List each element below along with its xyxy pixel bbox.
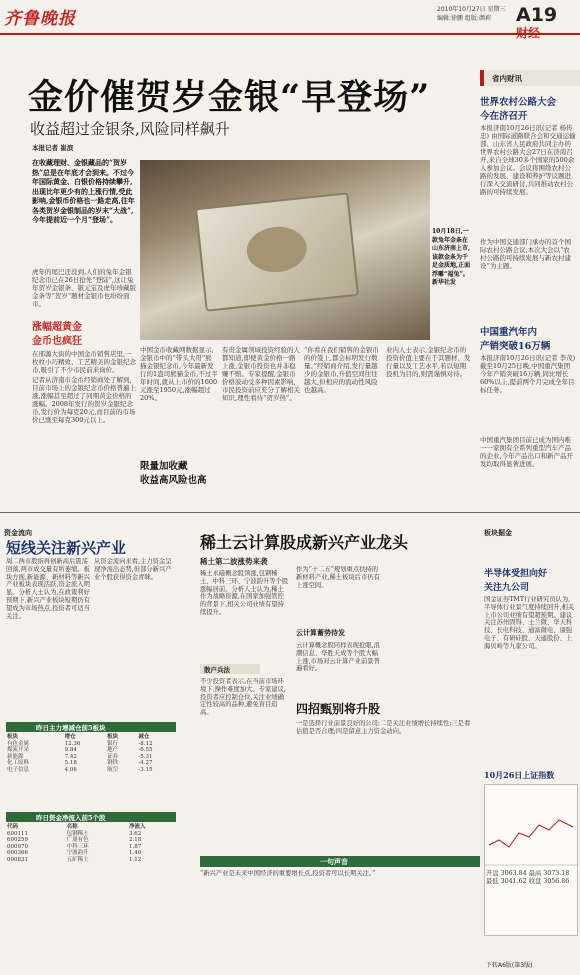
lead-intro: 在收藏理财、金银藏品的“贺岁热”总是在年底才会到来。不过今年国际黄金、白银价格持续攀升,出现比年更少有的上涨行情,受此影响,金银币价格也一路走高,往年各类贺岁金银制品的岁末“大战”,今年提前近一个月“登场”。 (32, 158, 135, 224)
lead-para-6: “你看在我们销售的金银币的价签上,都会标明发行数量。”经销商介绍,发行量越少的金银币,升值空间往往越大,但相应的流动性风险也越高。 (304, 346, 379, 394)
sector-flow-cell: 增仓 (64, 734, 76, 740)
stock-flow-cell: 600111 (7, 830, 28, 837)
lead-para-2: 在邢源大街的中国金币销售店里,一枚枚小巧精致、工艺精美的金银纪念币,吸引了不少市民前来询价。 (32, 350, 136, 374)
stock-flow-cell: 代码 (7, 824, 19, 830)
middle-sub-1: 稀土第二波涨势来袭 (200, 557, 268, 566)
index-chart (484, 784, 578, 936)
plate-label: 板块掘金 (484, 529, 512, 537)
rabbit-relief (245, 224, 309, 275)
stock-flow-cell: 000831 (7, 856, 28, 863)
market-body: 周二两市股指再创新高后震荡回落,两市成交量有所萎缩。板块方面,新能源、新材料等新兴产业板块表现活跃,资金流入明显。分析人士认为,在政策利好预期下,新兴产业板块短期仍有望成为市场热点,投资者可适当关注。 (6, 558, 90, 620)
lead-para-1: 虎年的尾巴还没到,人们的兔年金银纪念币已在26日抢先“登陆”,这让兔年贺岁金银条、银元宝及虎年珍藏版金条等“贺岁”题材金银币也纷纷面市。 (32, 268, 136, 308)
right-head-1a: 世界农村公路大会 (480, 97, 557, 108)
middle-body-4: 一是选择行业前景良好的公司;二是关注业绩增长持续性;三是看估值是否合理;四是留意主力资金动向。 (296, 720, 471, 735)
market-label: 资金流向 (4, 529, 32, 537)
lead-para-7: 业内人士表示,金银纪念币的投资价值主要在于其题材、发行量以及工艺水平,若以短期投机为目的,则需谨慎对待。 (386, 346, 471, 378)
sector-flow-cell: 板块 (7, 734, 19, 740)
stock-flow-cell: 1.12 (128, 856, 142, 863)
stock-flow-cell: 1.87 (128, 843, 142, 850)
quote-label: 一句声音 (320, 857, 348, 866)
table2-title-bar (6, 812, 176, 822)
lead-subhead-2b: 收益高风险也高 (140, 475, 207, 486)
plate-headline-2: 关注九公司 (484, 583, 530, 593)
right-body-2: 本报济南10月26日讯(记者 李茂) 截至10月25日晚,中国重汽集团今年产销突破16万辆,同比增长60%以上,提前两个月完成全年目标任务。 (480, 354, 576, 394)
photo-caption: 10月18日,一款兔年金条在山东济南上市,该款金条为千足金质地,正面浮雕“福兔”。 新华社发 (432, 228, 471, 286)
stock-flow-cell: 600366 (7, 850, 28, 856)
middle-sub-2: 云计算蓄势待发 (296, 628, 345, 637)
middle-body-1b: 作为“十二五”规划重点扶持的新材料产业,稀土板块后市仍有上涨空间。 (296, 566, 380, 589)
sector-flow-cell: 减仓 (138, 734, 150, 740)
plate-headline-1: 半导体受担向好 (484, 569, 548, 579)
topic-tag (480, 70, 580, 86)
market-body-2: 从资金流向来看,主力资金呈现净流出态势,但部分新兴产业个股获得资金青睐。 (94, 558, 172, 581)
sector-flow-cell: 证券 (107, 753, 119, 760)
lead-subhead-2a: 限量加收藏 (140, 461, 188, 472)
sector-flow-cell: 银行 (107, 740, 119, 747)
lead-subhead-1a: 涨幅超黄金 (32, 322, 82, 333)
index-title: 10月26日上证指数 (484, 770, 555, 780)
page-number: A19 (516, 4, 558, 26)
index-chart-svg (485, 785, 577, 935)
masthead-rule (0, 33, 580, 35)
middle-body-2: 云计算概念股同样表现抢眼,浪潮信息、华胜天成等个股大幅上涨,市场对云计算产业前景普遍看好。 (296, 642, 380, 673)
index-values: 开盘 3063.84 最高 3073.18 最低 3041.62 收盘 3056.86 (486, 870, 570, 885)
middle-sub-3: 四招甄别将升股 (296, 702, 381, 716)
quote-bar (200, 856, 480, 867)
lead-headline: 金价催贺岁金银“早登场” (28, 77, 431, 118)
market-headline: 短线关注新兴产业 (6, 539, 127, 557)
sector-flow-cell: -4.27 (138, 760, 153, 766)
plate-label-box (484, 520, 574, 537)
sector-flow-cell: -8.12 (138, 740, 153, 747)
right-head-1b: 今在济召开 (480, 111, 528, 122)
right-body-1b: 作为中国交通部门承办的首个国际农村公路会议,本次大会以“农村公路的可持续发展与新农村建设”为主题。 (480, 238, 571, 270)
sector-flow-cell: 航空 (107, 766, 119, 773)
topic-tag-label: 省内财讯 (492, 74, 522, 83)
section-name: 财经 (516, 26, 541, 40)
stock-flow-cell: 广晟有色 (66, 837, 89, 843)
plate-body: 国金证券TMT行业研究员认为,半导体行业景气度持续回升,相关上市公司业绩有望超预期。建议关注苏州固锝、士兰微、华天科技、长电科技、通富微电、康强电子、有研硅股、天通股份、上海贝岭等九家公司。 (484, 596, 575, 650)
lead-para-4: 中国金币收藏网数据显示,金银币中的“带头大哥”熊猫金银纪念币,今年最新发行的1盎司熊猫金币,不过半年时间,就从上市价的1600元涨至1950元,涨幅超过20%。 (140, 346, 218, 402)
section-divider (0, 512, 580, 513)
lead-para-5: 有贵金属领域投资经验的人都知道,即使黄金价格一路上涨,金银币投资也并非稳赚不赔。专家提醒,金银币价格波动受多种因素影响,市民投资前应充分了解相关知识,理性看待“贺岁热”。 (222, 346, 300, 402)
sector-flow-cell: -6.55 (138, 747, 153, 753)
stock-flow-cell: 000970 (7, 843, 28, 850)
stock-flow-row (6, 857, 176, 864)
middle-body-3: 不少投资者表示,在当前市场环境下,操作难度加大。专家建议,投资者应控制仓位,关注业绩确定性较高的品种,避免盲目追高。 (200, 678, 286, 717)
gold-bar-photo (140, 160, 430, 340)
middle-headline: 稀土云计算股成新兴产业龙头 (200, 533, 409, 552)
sector-flow-cell: 电子信息 (7, 766, 30, 773)
stock-flow-cell: 1.46 (128, 850, 142, 856)
stock-flow-cell: 宁波韵升 (66, 850, 89, 856)
continue-note: 下转A6版(第3版) (486, 962, 533, 969)
sector-flow-body (6, 734, 176, 773)
newspaper-logo: 齐鲁晚报 (4, 9, 76, 29)
sector-flow-table (6, 734, 176, 773)
stock-flow-cell: 名称 (66, 824, 78, 830)
right-head-2b: 产销突破16万辆 (480, 341, 551, 352)
right-body-1: 本报济南10月26日讯(记者 杨传忠) 由国际道路联合会和交通运输部、山东省人民政府共同主办的世界农村公路大会27日在济南召开,来自全球30多个国家的500余人参加会议。会议将围绕农村公路的发展、建设和养护等议题进行深入交流研讨,共同推动农村公路的可持续发展。 (480, 124, 576, 196)
table2-title: 昨日资金净流入前5个股 (36, 814, 106, 822)
stock-flow-cell: 中科三环 (66, 843, 89, 850)
right-head-2a: 中国重汽年内 (480, 327, 538, 338)
stock-flow-table (6, 824, 176, 863)
sector-flow-cell: 煤炭开采 (7, 747, 30, 753)
sector-flow-cell: 板块 (107, 734, 119, 740)
quote-text: “新兴产业是未来中国经济的重要增长点,投资者可以长期关注。” (200, 870, 376, 877)
table1-title: 昨日主力增减仓前5板块 (36, 724, 106, 732)
right-body-2b: 中国重汽集团目前已成为国内唯一一家拥有全系列重型汽车产品的企业,今年产品出口和新产品开发均取得显著进展。 (480, 436, 574, 468)
issue-date: 2010年10月27日 星期三 (437, 6, 506, 13)
middle-body-1: 稀土永磁概念股领涨,包钢稀土、中科三环、宁波韵升等个股涨幅居前。分析人士认为,稀土作为战略资源,在国家加强管控的背景下,相关公司业绩有望持续提升。 (200, 570, 289, 616)
sector-flow-cell: -5.31 (138, 753, 153, 760)
stock-flow-cell: 净流入 (128, 824, 146, 830)
sector-flow-cell: 12.36 (64, 740, 81, 747)
sector-flow-cell: 9.84 (64, 747, 77, 753)
lead-subhead-1b: 金币也疯狂 (32, 336, 82, 347)
table1-title-bar (6, 722, 176, 732)
editor-credit: 编辑:徐鹏 组版:颜莉 (437, 15, 491, 22)
stock-flow-cell: 2.18 (128, 837, 142, 843)
stock-flow-cell: 3.62 (128, 830, 142, 837)
brief-label: 散户兵法 (204, 666, 230, 674)
sector-flow-cell: 化工原料 (7, 760, 30, 766)
brief-label-box (200, 664, 260, 674)
stock-flow-cell: 600259 (7, 837, 28, 843)
stock-flow-body (6, 824, 176, 863)
sector-flow-cell: 5.18 (64, 760, 77, 766)
gold-bar-image (195, 192, 359, 312)
masthead (0, 0, 580, 40)
sector-flow-cell: 7.42 (64, 753, 77, 760)
stock-flow-cell: 包钢稀土 (66, 830, 89, 837)
market-label-box (4, 520, 74, 537)
stock-flow-cell: 五矿稀土 (66, 856, 89, 863)
lead-para-3: 记者从济南市金币经销商处了解到,目前市场上的金银纪念币价格普遍上涨,涨幅甚至超过了同期黄金价格的涨幅。2008年发行的贺岁金银纪念币,发行价为每克20元,而目前的市场价已涨至每克300元以上。 (32, 376, 136, 424)
sector-flow-cell: 新能源 (7, 753, 24, 760)
sector-flow-cell: 有色金属 (7, 740, 30, 747)
sector-flow-cell: 钢铁 (107, 760, 119, 766)
sector-flow-row (6, 767, 176, 774)
lead-subtitle: 收益超过金银条,风险同样飙升 (30, 120, 230, 138)
sector-flow-cell: 4.06 (64, 766, 77, 773)
sector-flow-cell: -3.15 (138, 766, 153, 773)
index-line (489, 820, 573, 847)
sector-flow-cell: 地产 (107, 747, 119, 753)
lead-byline: 本报记者 崔滨 (32, 144, 74, 152)
